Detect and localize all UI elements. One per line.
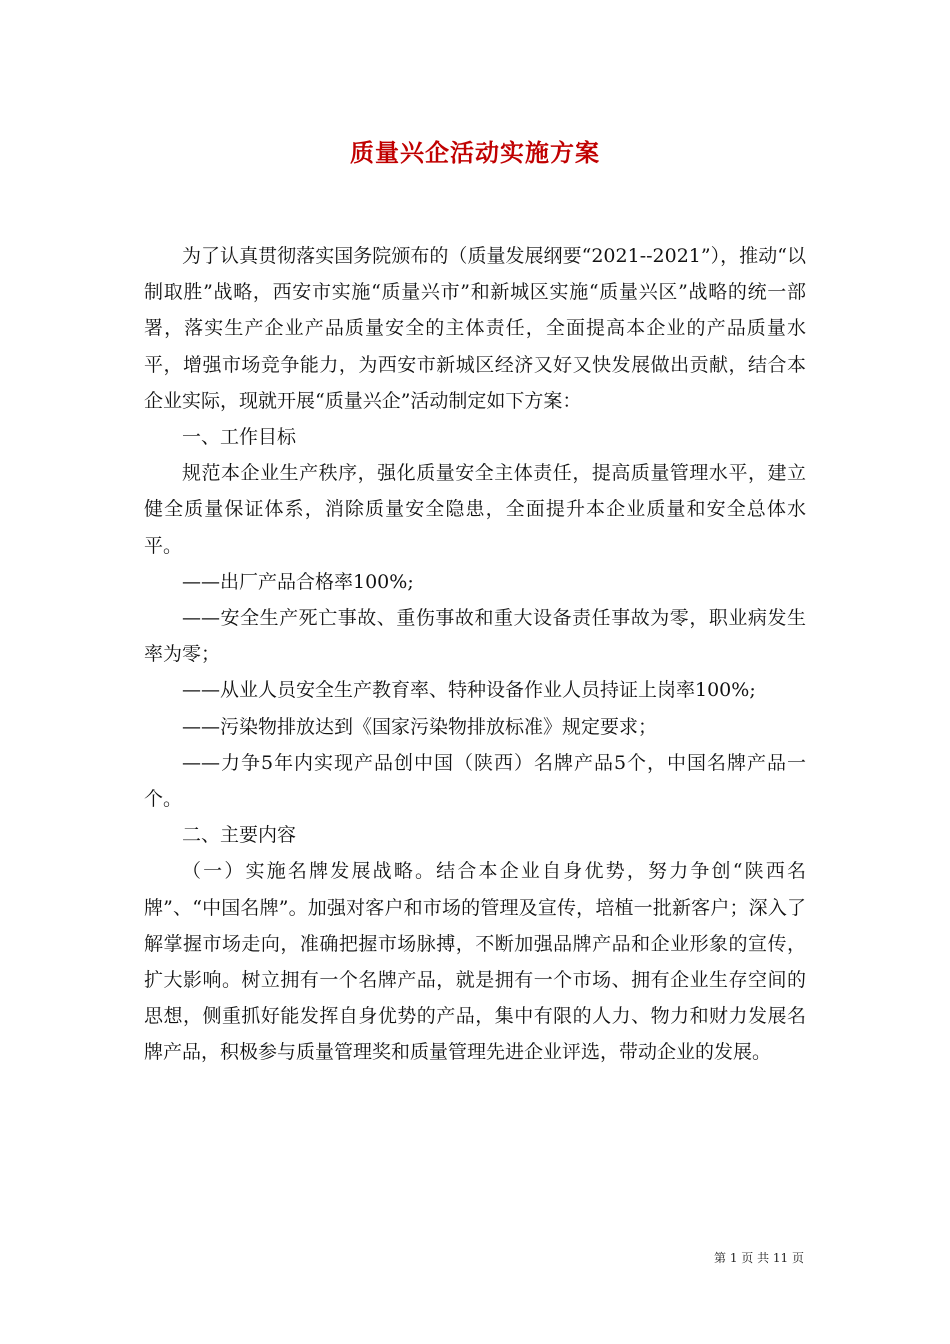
document-body [144, 238, 806, 1071]
section-heading-content: 二、主要内容 [182, 824, 297, 847]
intro-paragraph: 为了认真贯彻落实国务院颁布的（质量发展纲要“2021--2021”），推动“以制取胜”战略，西安市实施“质量兴市”和新城区实施“质量兴区”战略的统一部署，落实生产企业产品质量安全的主体责任，全面提高本企业的产品质量水平，增强市场竞争能力，为西安市新城区经济又好又快发展做出贡献，结合本企业实际，现就开展“质量兴企”活动制定如下方案： [144, 245, 806, 412]
page-footer: 第 1 页 共 11 页 [714, 1251, 804, 1265]
goal-item: ——力争5年内实现产品创中国（陕西）名牌产品5个，中国名牌产品一个。 [144, 751, 806, 811]
goal-item: ——安全生产死亡事故、重伤事故和重大设备责任事故为零，职业病发生率为零； [144, 607, 806, 666]
goal-item: ——污染物排放达到《国家污染物排放标准》规定要求； [182, 715, 658, 738]
goal-item: ——出厂产品合格率100%; [182, 570, 414, 593]
goal-item: ——从业人员安全生产教育率、特种设备作业人员持证上岗率100%; [182, 679, 756, 702]
section-heading-goals: 一、工作目标 [182, 426, 297, 449]
content-paragraph: （一）实施名牌发展战略。结合本企业自身优势，努力争创“陕西名牌”、“中国名牌”。加强对客户和市场的管理及宣传，培植一批新客户；深入了解掌握市场走向，准确把握市场脉搏，不断加强品牌产品和企业形象的宣传，扩大影响。树立拥有一个名牌产品，就是拥有一个市场、拥有企业生存空间的思想，侧重抓好能发挥自身优势的产品，集中有限的人力、物力和财力发展名牌产品，积极参与质量管理奖和质量管理先进企业评选，带动企业的发展。 [144, 860, 806, 1064]
document-title: 质量兴企活动实施方案 [350, 138, 600, 167]
goals-paragraph: 规范本企业生产秩序，强化质量安全主体责任，提高质量管理水平，建立健全质量保证体系，消除质量安全隐患，全面提升本企业质量和安全总体水平。 [144, 462, 806, 557]
